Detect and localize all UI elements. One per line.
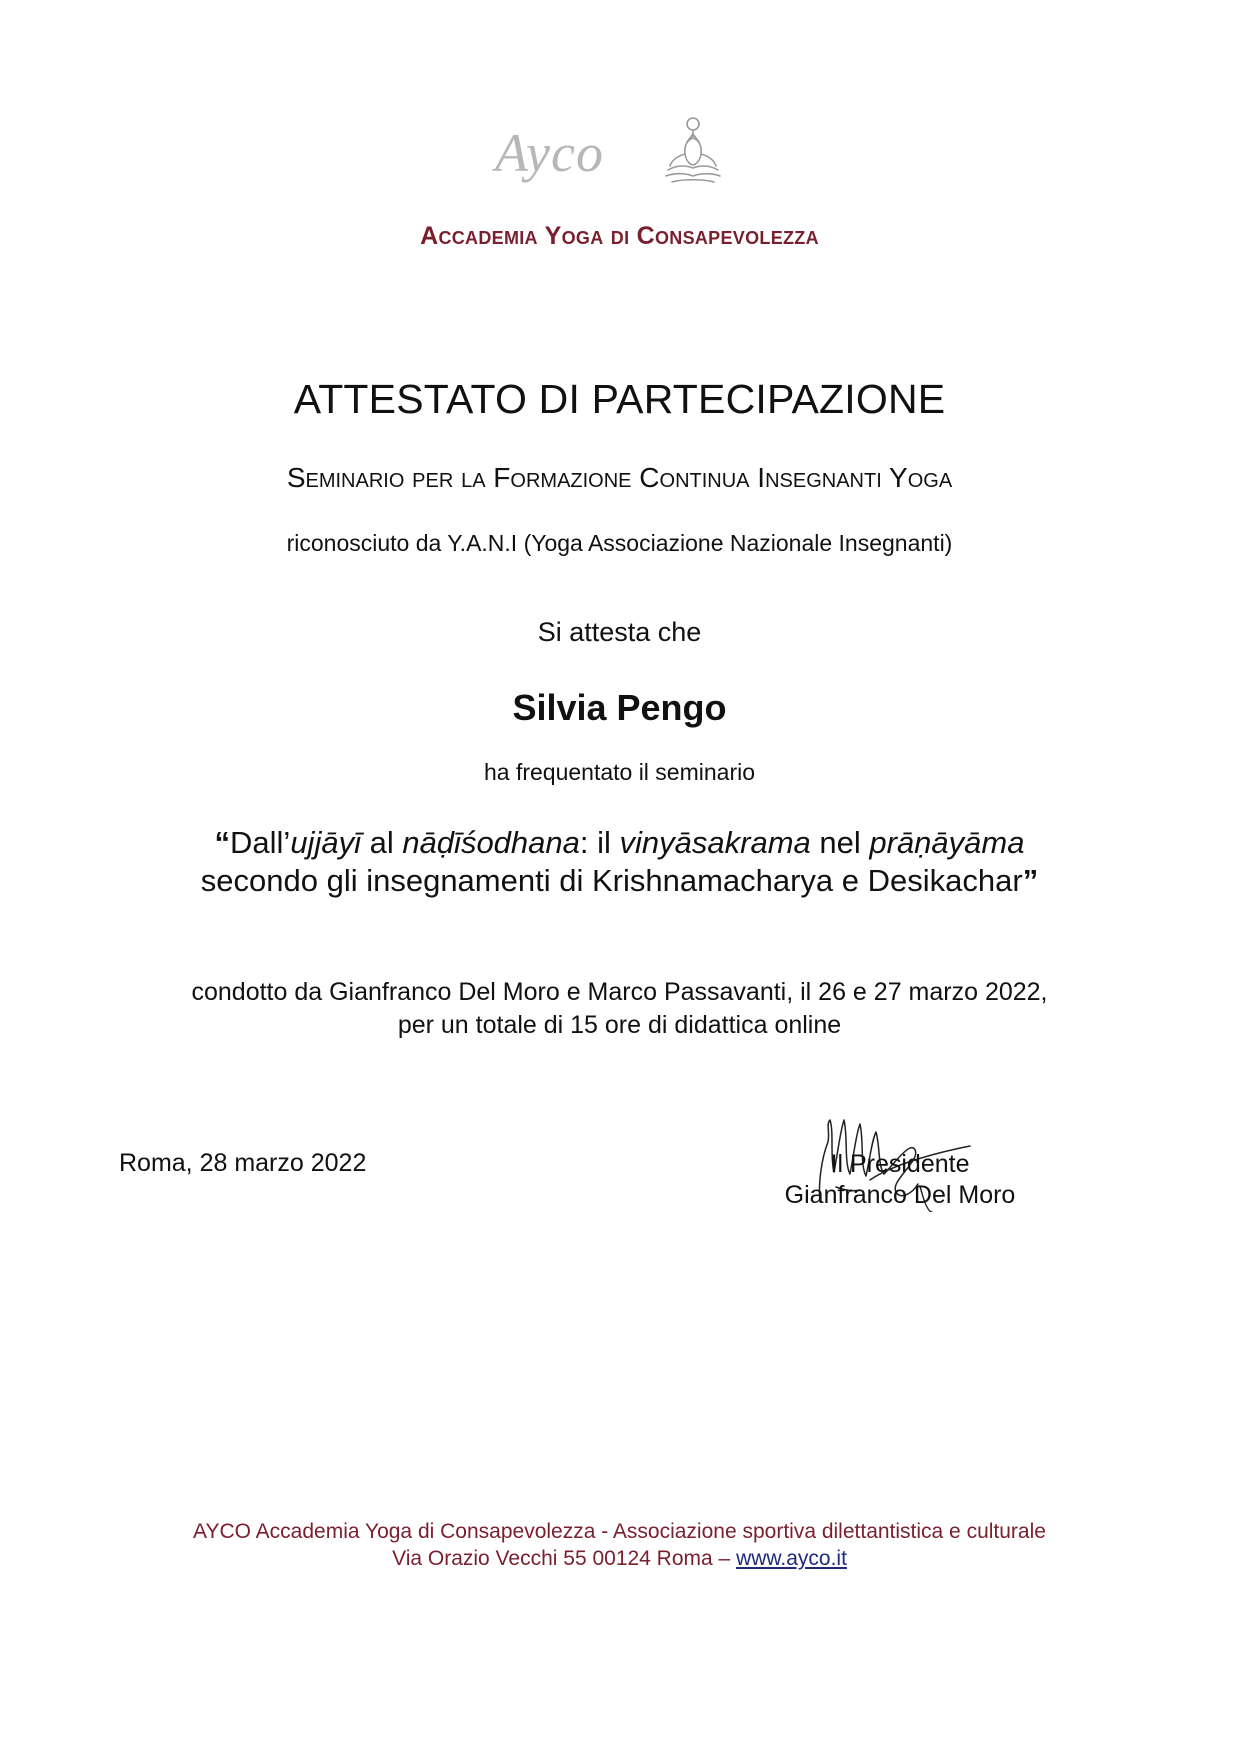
seminar-title-line2: secondo gli insegnamenti di Krishnamacharya e Desikachar”: [200, 863, 1039, 898]
footer-line1: AYCO Accademia Yoga di Consapevolezza - Associazione sportiva dilettantistica e culturale: [193, 1520, 1046, 1543]
academy-name: Accademia Yoga di Consapevolezza: [420, 222, 819, 250]
attended-text: ha frequentato il seminario: [483, 759, 756, 785]
conducted-line1: condotto da Gianfranco Del Moro e Marco Passavanti, il 26 e 27 marzo 2022,: [191, 978, 1048, 1006]
attestation-text: Si attesta che: [537, 617, 702, 647]
certificate-subtitle: Seminario per la Formazione Continua Insegnanti Yoga: [286, 462, 953, 493]
meditating-figure-icon: [660, 112, 725, 187]
footer-line2: [0, 1545, 1239, 1572]
certificate-title: ATTESTATO DI PARTECIPAZIONE: [293, 376, 946, 422]
logo-text: Ayco: [495, 123, 604, 183]
president-title: Il Presidente: [830, 1150, 970, 1178]
footer: [0, 1518, 1239, 1572]
president-block: [770, 1149, 1030, 1211]
conducted-line2: per un totale di 15 ore di didattica online: [397, 1011, 842, 1039]
recipient-name: Silvia Pengo: [512, 687, 727, 728]
place-date: Roma, 28 marzo 2022: [119, 1149, 367, 1177]
recognition-text: riconosciuto da Y.A.N.I (Yoga Associazione Nazionale Insegnanti): [286, 530, 953, 556]
ayco-logo: [495, 112, 735, 192]
conducted-by: [0, 976, 1239, 1042]
website-link[interactable]: www.ayco.it: [736, 1547, 847, 1570]
footer-address: Via Orazio Vecchi 55 00124 Roma –: [392, 1547, 737, 1570]
seminar-title-line1: “Dall’ujjāyī al nāḍīśodhana: il vinyāsakrama nel prāṇāyāma: [214, 825, 1025, 860]
seminar-title: [0, 824, 1239, 900]
president-name: Gianfranco Del Moro: [784, 1181, 1016, 1209]
